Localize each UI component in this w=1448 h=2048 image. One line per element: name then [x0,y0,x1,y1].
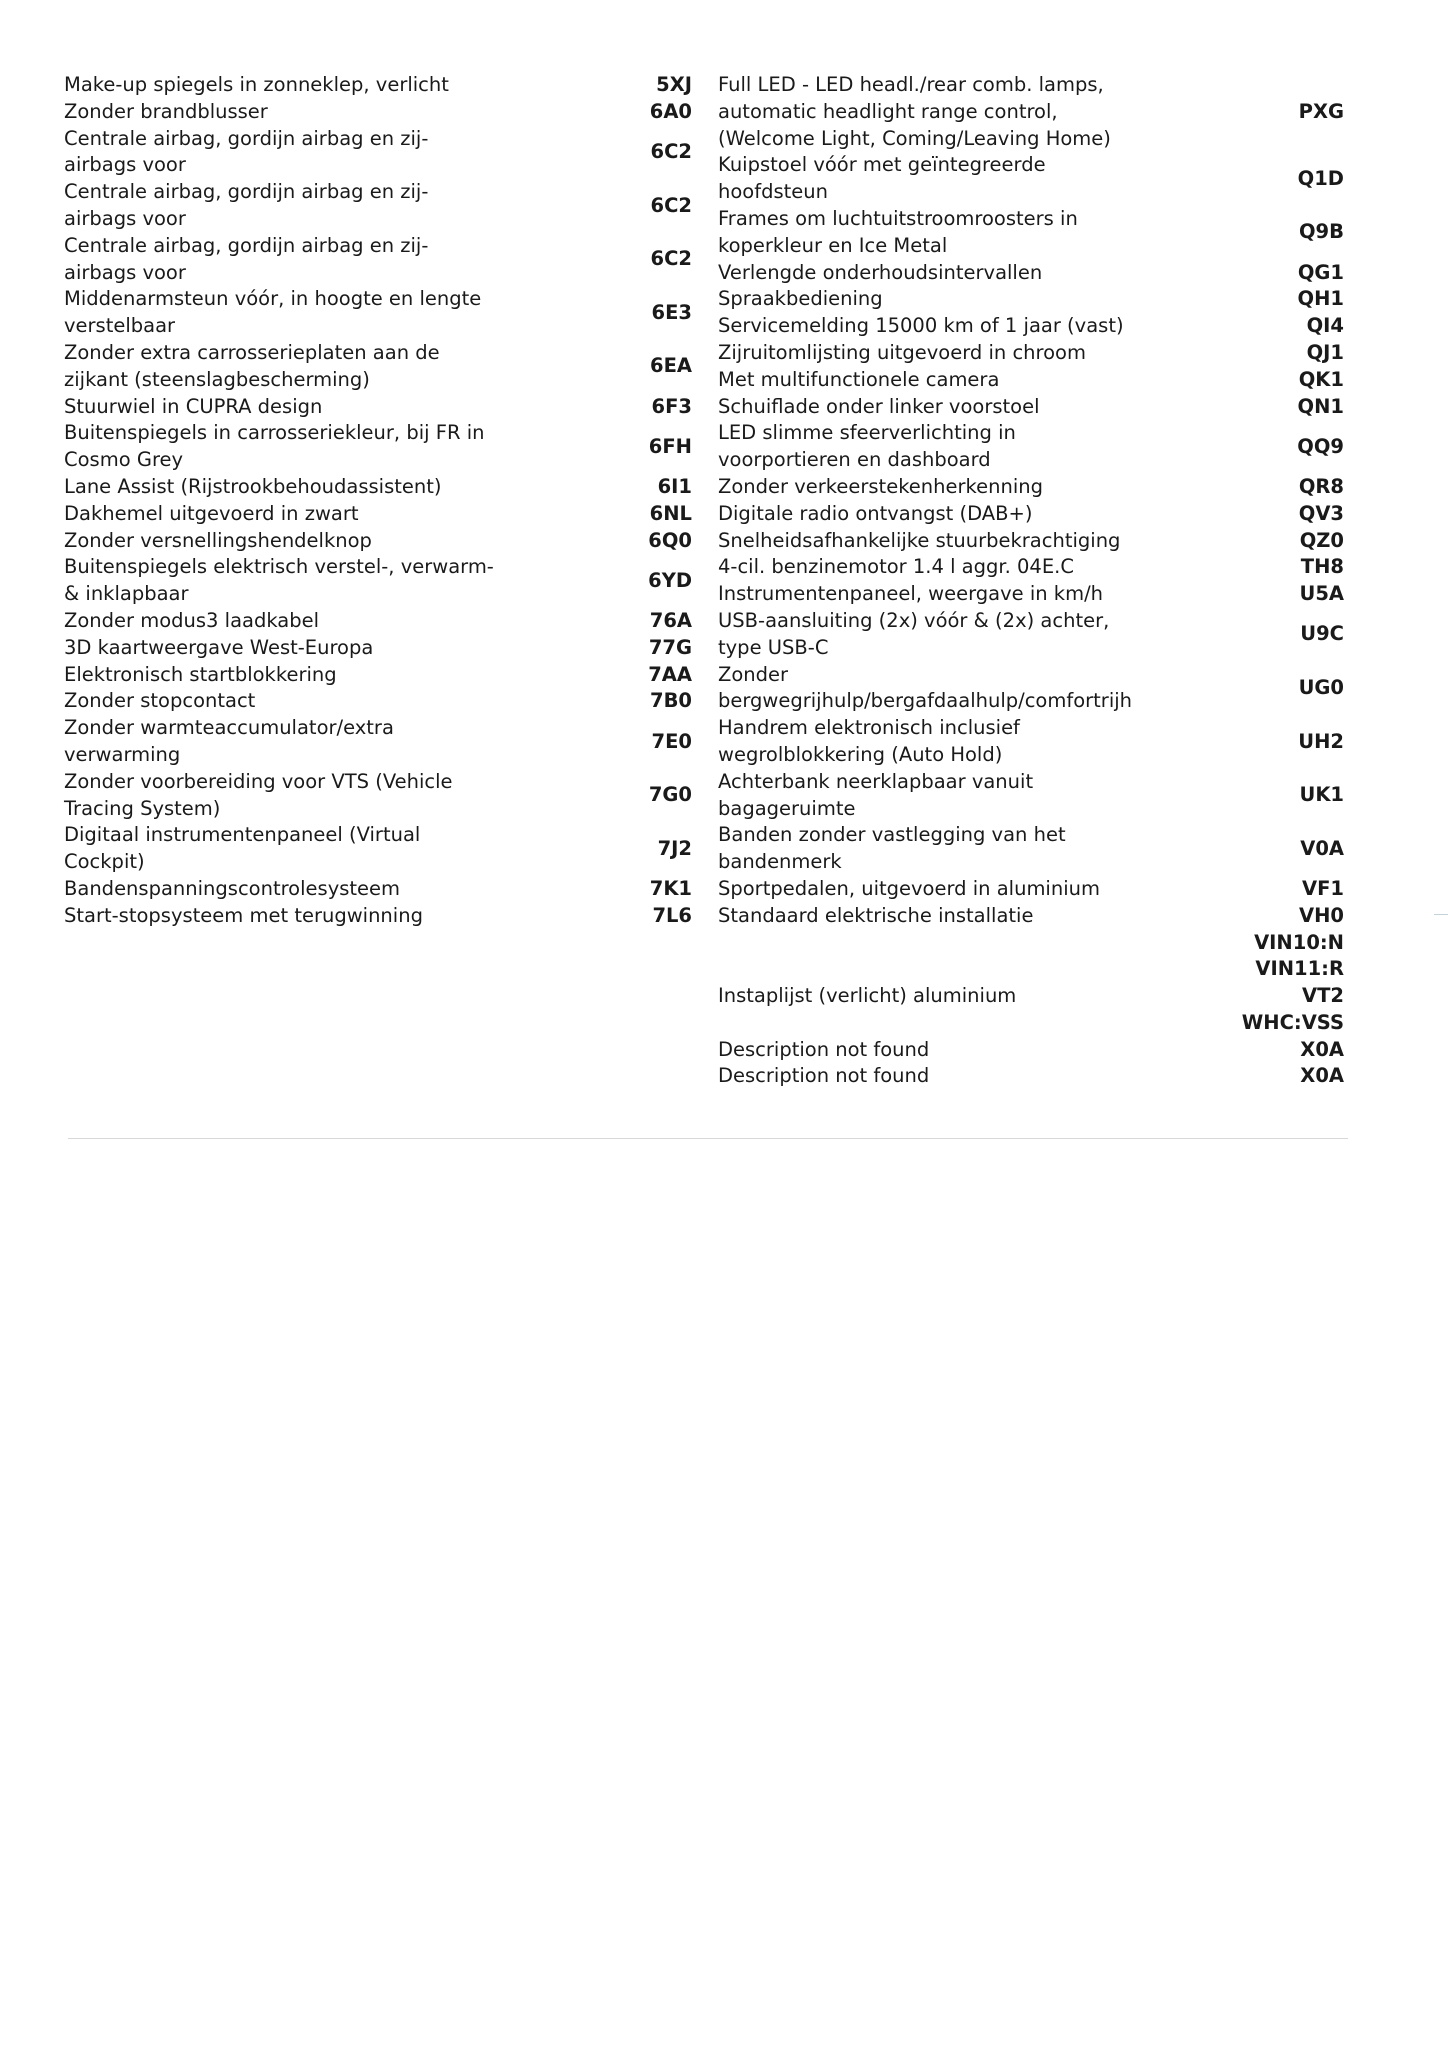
option-row [718,608,1344,662]
option-description-line: Achterbank neerklapbaar vanuit [718,769,1034,793]
option-row [718,956,1344,983]
option-description [64,420,604,474]
option-row [718,313,1344,340]
option-description-line: Standaard elektrische installatie [718,903,1034,927]
option-description-line: Zonder voorbereiding voor VTS (Vehicle [64,769,453,793]
option-description-line: Full LED - LED headl./rear comb. lamps, [718,73,1104,96]
option-description-line: Zonder warmteaccumulator/extra [64,716,394,740]
option-code: 7AA [648,662,692,686]
option-description-line: Instaplijst (verlicht) aluminium [718,984,1017,1008]
option-description [64,72,604,99]
option-row [718,286,1344,313]
option-description-line: 4-cil. benzinemotor 1.4 l aggr. 04E.C [718,555,1074,579]
option-description-line: Digitaal instrumentenpaneel (Virtual [64,823,421,847]
option-row [64,340,692,394]
option-row [64,554,692,608]
option-code: WHC:VSS [1241,1010,1344,1034]
option-row [64,608,692,635]
option-description [718,501,1228,528]
option-description [64,340,604,394]
option-description-line: zijkant (steenslagbescherming) [64,367,370,391]
option-row [718,983,1344,1010]
bottom-divider [68,1138,1348,1139]
option-description [718,1037,1228,1064]
option-description [718,286,1228,313]
option-description [64,126,604,180]
option-row [718,1010,1344,1037]
option-description [64,554,604,608]
option-row [718,420,1344,474]
option-row [718,501,1344,528]
option-description-line: Zonder verkeerstekenherkenning [718,474,1043,498]
option-description-line: Servicemelding 15000 km of 1 jaar (vast) [718,314,1124,338]
option-row [64,126,692,180]
option-code: QN1 [1297,394,1344,418]
option-description [718,260,1228,287]
option-description-line: Buitenspiegels elektrisch verstel-, verwarm- [64,555,494,579]
option-description-line: Elektronisch startblokkering [64,662,337,686]
option-code: 6EA [650,354,692,378]
option-description [64,662,604,689]
option-description-line: Handrem elektronisch inclusief [718,716,1020,740]
option-description-line: Bandenspanningscontrolesysteem [64,876,401,900]
option-row [718,1037,1344,1064]
option-code: U5A [1299,582,1344,606]
option-code: 7B0 [650,689,692,713]
option-row [718,554,1344,581]
option-code: 77G [648,635,692,659]
scan-edge-mark [1434,914,1448,915]
option-description-line: Frames om luchtuitstroomroosters in [718,206,1078,230]
option-row [64,662,692,689]
option-description [64,876,604,903]
option-row [64,474,692,501]
option-description-line [718,1010,1228,1037]
option-description [718,983,1228,1010]
option-code: QH1 [1297,287,1344,311]
option-row [718,206,1344,260]
option-row [718,822,1344,876]
option-description [718,903,1228,930]
option-description-line: USB-aansluiting (2x) vóór & (2x) achter, [718,608,1110,632]
option-code: X0A [1300,1037,1344,1061]
option-description [64,286,604,340]
option-description-line: Zonder brandblusser [64,99,268,123]
option-code: 6YD [648,568,692,592]
option-row [64,635,692,662]
option-row [64,501,692,528]
option-code: V0A [1300,836,1344,860]
option-description-line: Middenarmsteun vóór, in hoogte en lengte [64,287,482,311]
option-row [718,903,1344,930]
option-row [64,715,692,769]
option-description-line: Sportpedalen, uitgevoerd in aluminium [718,876,1100,900]
option-code: UH2 [1298,729,1344,753]
option-description-line [718,930,1228,957]
option-description [64,608,604,635]
option-code: 7L6 [652,903,692,927]
option-description [64,394,604,421]
option-row [64,99,692,126]
option-code: QV3 [1298,501,1344,525]
option-description-line: bagageruimte [718,796,856,820]
option-description-line: Met multifunctionele camera [718,367,1000,391]
option-description [718,474,1228,501]
option-description-line: bandenmerk [718,850,842,874]
option-code: 76A [649,608,692,632]
option-code: 6I1 [657,474,692,498]
option-description-line: Dakhemel uitgevoerd in zwart [64,501,359,525]
option-row [64,688,692,715]
option-description-line: Stuurwiel in CUPRA design [64,394,323,418]
option-description [64,688,604,715]
option-code: 6NL [649,501,692,525]
option-row [718,581,1344,608]
option-code: 6F3 [651,394,692,418]
option-description-line: type USB-C [718,635,829,659]
option-code: 6C2 [650,139,692,163]
option-description [64,474,604,501]
option-description [718,769,1228,823]
option-row [718,930,1344,957]
option-code: UG0 [1298,675,1344,699]
option-description-line: 3D kaartweergave West-Europa [64,635,374,659]
option-description-line: Centrale airbag, gordijn airbag en zij- [64,233,429,257]
option-code: U9C [1300,622,1344,646]
option-description [718,206,1228,260]
option-row [64,420,692,474]
option-code: VH0 [1299,903,1344,927]
option-row [718,367,1344,394]
option-description [718,822,1228,876]
option-row [64,876,692,903]
option-description-line: Verlengde onderhoudsintervallen [718,260,1043,284]
option-description-line: verwarming [64,742,181,766]
option-description-line: hoofdsteun [718,180,828,204]
option-code: VIN11:R [1255,957,1344,981]
option-code: VT2 [1302,984,1344,1008]
option-row [64,394,692,421]
option-code: X0A [1300,1064,1344,1088]
option-row [718,152,1344,206]
option-description-line: voorportieren en dashboard [718,448,991,472]
option-description-line: Make-up spiegels in zonneklep, verlicht [64,73,449,96]
option-description-line: Buitenspiegels in carrosseriekleur, bij FR in [64,421,485,445]
option-description-line: Description not found [718,1064,930,1088]
option-description-line: airbags voor [64,206,186,230]
option-row [718,662,1344,716]
option-description [64,903,604,930]
option-description-line: koperkleur en Ice Metal [718,233,948,257]
option-row [64,769,692,823]
option-code: QZ0 [1299,528,1344,552]
option-code: 6E3 [651,300,692,324]
option-description-line: verstelbaar [64,314,176,338]
option-description-line: Tracing System) [64,796,221,820]
option-description-line: Zonder modus3 laadkabel [64,608,320,632]
option-description-line: Zijruitomlijsting uitgevoerd in chroom [718,340,1086,364]
option-code: 6A0 [649,99,692,123]
option-code: QR8 [1298,474,1344,498]
option-row [718,260,1344,287]
option-description-line: Centrale airbag, gordijn airbag en zij- [64,180,429,204]
option-code: 6C2 [650,247,692,271]
option-description [718,554,1228,581]
option-description [718,313,1228,340]
option-description [718,394,1228,421]
option-description [718,876,1228,903]
option-description [718,956,1228,983]
option-row [64,233,692,287]
option-description-line: airbags voor [64,260,186,284]
option-description [718,420,1228,474]
option-code: Q9B [1298,220,1344,244]
option-description [64,179,604,233]
option-code: UK1 [1299,783,1344,807]
option-description [718,608,1228,662]
option-row [718,340,1344,367]
option-code: TH8 [1300,555,1344,579]
option-description-line: Zonder stopcontact [64,689,256,713]
option-code: 6FH [648,434,692,458]
option-description [64,501,604,528]
option-description-line [718,956,1228,983]
option-description-line: Schuiflade onder linker voorstoel [718,394,1040,418]
option-description-line: Digitale radio ontvangst (DAB+) [718,501,1033,525]
option-description [64,822,604,876]
option-code: 6C2 [650,193,692,217]
option-code: QI4 [1306,314,1344,338]
option-row [718,769,1344,823]
option-description-line: (Welcome Light, Coming/Leaving Home) [718,126,1111,150]
option-row [718,394,1344,421]
option-description [718,581,1228,608]
option-description [718,152,1228,206]
option-description-line: Instrumentenpaneel, weergave in km/h [718,582,1104,606]
option-row [718,474,1344,501]
option-description-line: Centrale airbag, gordijn airbag en zij- [64,126,429,150]
option-code: QJ1 [1306,340,1344,364]
option-description-line: Kuipstoel vóór met geïntegreerde [718,153,1046,177]
option-description [64,99,604,126]
option-row [718,1063,1344,1090]
option-description-line: Lane Assist (Rijstrookbehoudassistent) [64,474,442,498]
option-code: PXG [1298,99,1344,123]
option-code: 5XJ [656,73,692,96]
option-description [64,528,604,555]
option-code: 7K1 [649,876,692,900]
option-code: VF1 [1302,876,1344,900]
option-description [718,930,1228,957]
option-description-line: Zonder [718,662,789,686]
option-code: QG1 [1297,260,1344,284]
option-description-line: bergwegrijhulp/bergafdaalhulp/comfortrijh [718,689,1133,713]
option-row [64,903,692,930]
option-code: 7E0 [651,729,692,753]
option-description [718,1010,1228,1037]
option-description [64,635,604,662]
option-row [718,72,1344,152]
option-row [64,72,692,99]
option-row [64,528,692,555]
option-description-line: automatic headlight range control, [718,99,1058,123]
option-row [64,286,692,340]
option-description-line: wegrolblokkering (Auto Hold) [718,742,1003,766]
option-code: 6Q0 [648,528,692,552]
option-code: 7J2 [657,836,692,860]
option-description [718,528,1228,555]
option-code: Q1D [1297,166,1344,190]
option-description [64,715,604,769]
option-code: QQ9 [1297,434,1344,458]
option-description-line: Zonder versnellingshendelknop [64,528,372,552]
option-description-line: Description not found [718,1037,930,1061]
option-description [718,367,1228,394]
option-description-line: Cockpit) [64,850,145,874]
option-row [718,528,1344,555]
option-description [718,1063,1228,1090]
option-description [718,340,1228,367]
option-description [718,72,1228,152]
option-description [718,715,1228,769]
option-row [64,179,692,233]
option-code: 7G0 [648,783,692,807]
left-options-column [64,72,692,930]
option-row [64,822,692,876]
option-row [718,715,1344,769]
option-description [64,769,604,823]
option-description-line: Start-stopsysteem met terugwinning [64,903,423,927]
option-description-line: Banden zonder vastlegging van het [718,823,1066,847]
option-description-line: Spraakbediening [718,287,883,311]
option-description-line: LED slimme sfeerverlichting in [718,421,1016,445]
option-description-line: & inklapbaar [64,582,189,606]
option-code: VIN10:N [1254,930,1344,954]
option-description-line: Snelheidsafhankelijke stuurbekrachtiging [718,528,1121,552]
option-description [64,233,604,287]
option-description-line: Cosmo Grey [64,448,184,472]
right-options-column [718,72,1344,1090]
option-code: QK1 [1298,367,1344,391]
option-description-line: airbags voor [64,153,186,177]
option-description-line: Zonder extra carrosserieplaten aan de [64,340,440,364]
option-description [718,662,1228,716]
option-row [718,876,1344,903]
